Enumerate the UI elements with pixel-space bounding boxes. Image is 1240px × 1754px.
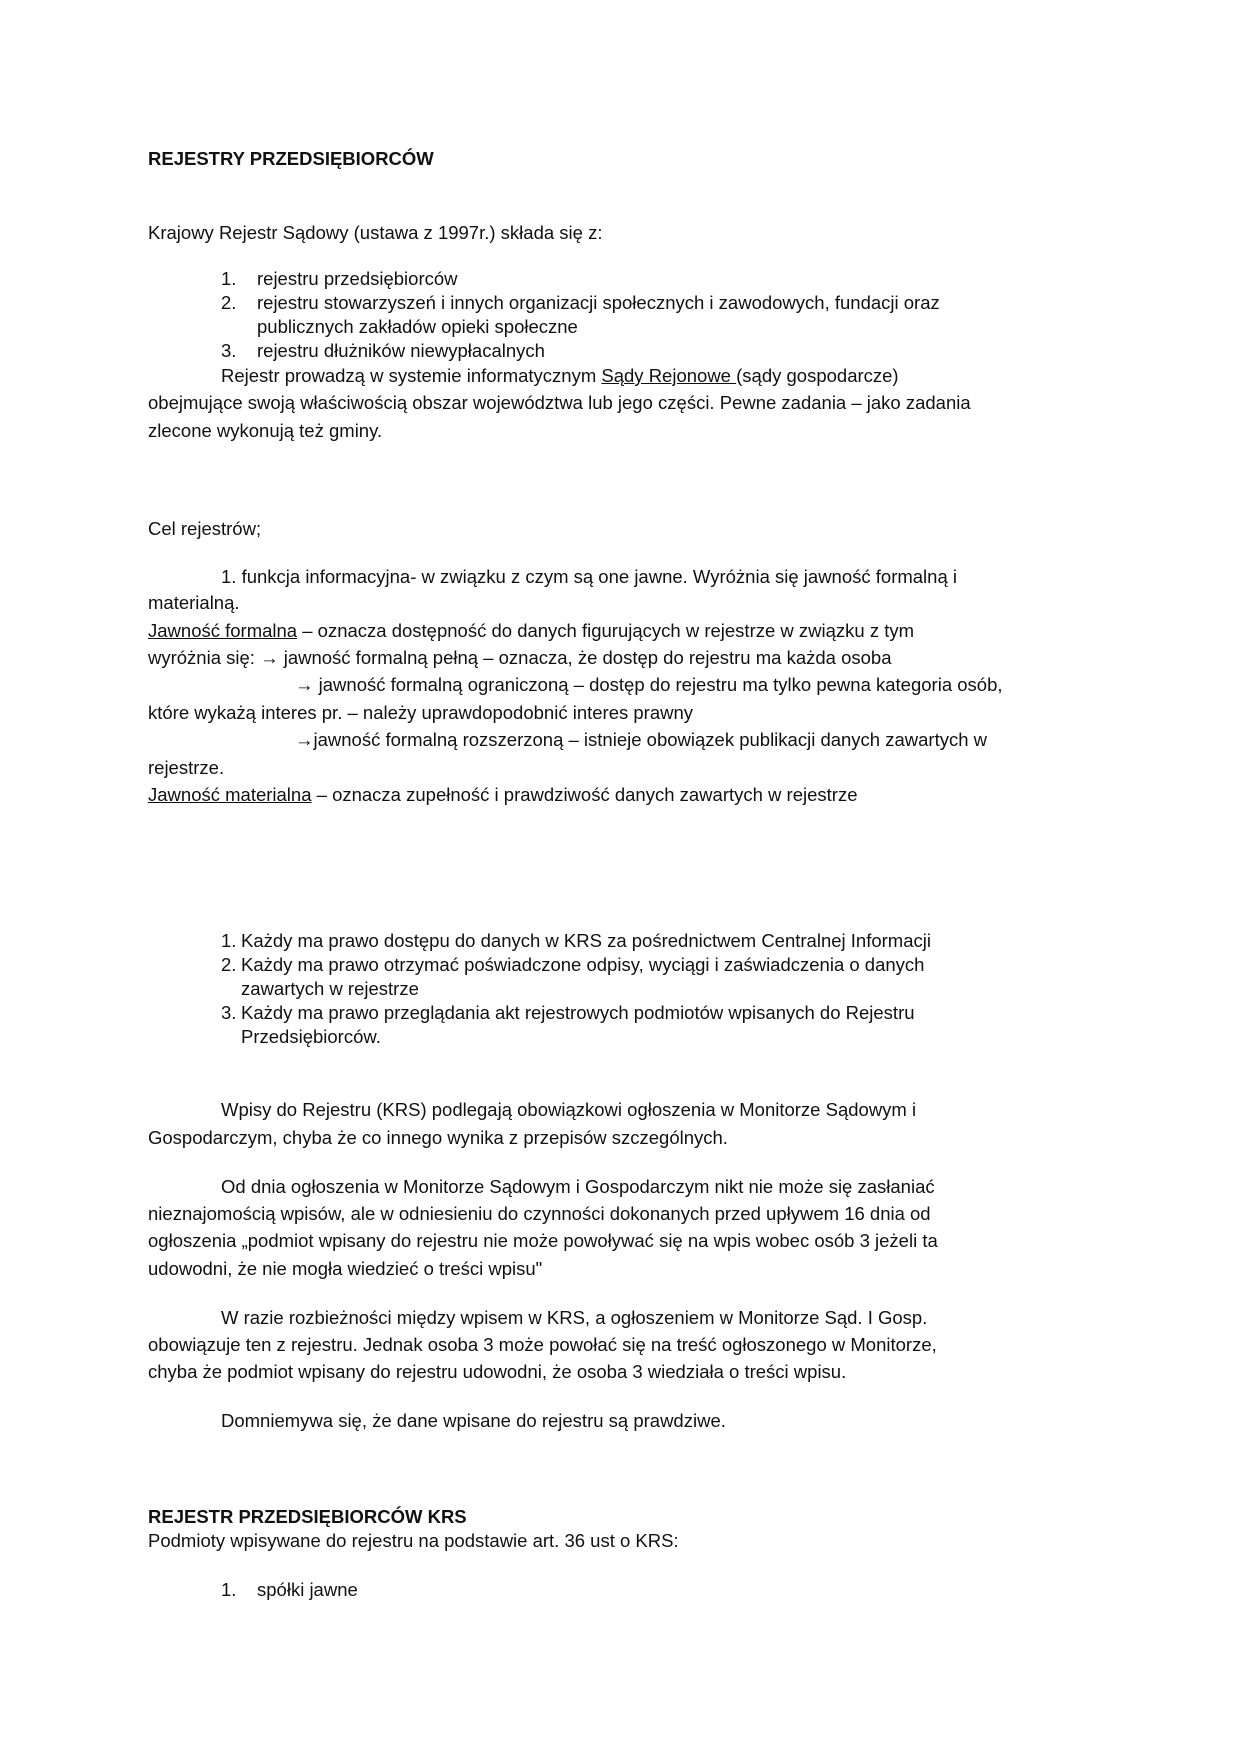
paragraph-2-line-4: udowodni, że nie mogła wiedzieć o treści wpisu" (148, 1258, 543, 1279)
list-number: 1. (221, 1579, 237, 1600)
list-item-register-3 (221, 340, 545, 362)
material-term: Jawność materialna (148, 784, 312, 805)
list-number: 3. (221, 1002, 237, 1023)
courts-post: (sądy gospodarcze) (736, 365, 899, 386)
list-text: Każdy ma prawo otrzymać poświadczone odpisy, wyciągi i zaświadczenia o danych (241, 954, 925, 975)
formal-term: Jawność formalna (148, 620, 298, 641)
paragraph-2-line-1: Od dnia ogłoszenia w Monitorze Sądowym i Gospodarczym nikt nie może się zasłaniać (221, 1176, 935, 1197)
courts-line-2: obejmujące swoją właściwością obszar województwa lub jego części. Pewne zadania – jako zadania (148, 392, 971, 413)
paragraph-3-line-2: obowiązuje ten z rejestru. Jednak osoba 3 może powołać się na treść ogłoszonego w Monitorze, (148, 1334, 937, 1355)
formal-line-5: →jawność formalną rozszerzoną – istnieje obowiązek publikacji danych zawartych w (295, 729, 988, 750)
courts-line-3: zlecone wykonują też gminy. (148, 420, 383, 441)
paragraph-2-line-3: ogłoszenia „podmiot wpisany do rejestru nie może powoływać się na wpis wobec osób 3 jeżeli ta (148, 1230, 938, 1251)
intro-text: Krajowy Rejestr Sądowy (ustawa z 1997r.) składa się z: (148, 222, 603, 243)
courts-line-1 (221, 365, 899, 387)
list-number: 3. (221, 340, 237, 361)
formal-definition: – oznacza dostępność do danych figurujących w rejestrze w związku z tym (297, 620, 915, 641)
list-item-register-1 (221, 268, 458, 290)
list-text: rejestru dłużników niewypłacalnych (257, 340, 545, 361)
paragraph-1-line-2: Gospodarczym, chyba że co innego wynika z przepisów szczególnych. (148, 1127, 728, 1148)
goal-1-line-2: materialną. (148, 592, 240, 613)
list-number: 1. (221, 930, 237, 951)
paragraph-1-line-1: Wpisy do Rejestru (KRS) podlegają obowiązkowi ogłoszenia w Monitorze Sądowym i (221, 1099, 917, 1120)
paragraph-3-line-3: chyba że podmiot wpisany do rejestru udowodni, że osoba 3 wiedziała o treści wpisu. (148, 1361, 847, 1382)
formal-line-2: wyróżnia się: → jawność formalną pełną – oznacza, że dostęp do rejestru ma każda osoba (148, 647, 892, 668)
list-number: 2. (221, 292, 237, 313)
list-item-right-3 (221, 1002, 915, 1024)
list-item-register-2 (221, 292, 940, 314)
list-text: Każdy ma prawo dostępu do danych w KRS za pośrednictwem Centralnej Informacji (241, 930, 931, 951)
courts-pre: Rejestr prowadzą w systemie informatycznym (221, 365, 602, 386)
entities-intro: Podmioty wpisywane do rejestru na podstawie art. 36 ust o KRS: (148, 1530, 679, 1551)
formal-line-4: które wykażą interes pr. – należy uprawdopodobnić interes prawny (148, 702, 694, 723)
material-line (148, 784, 858, 806)
list-item-right-2 (221, 954, 924, 976)
material-definition: – oznacza zupełność i prawdziwość danych zawartych w rejestrze (311, 784, 858, 805)
formal-line-3: → jawność formalną ograniczoną – dostęp do rejestru ma tylko pewna kategoria osób, (295, 674, 1003, 695)
goals-title: Cel rejestrów; (148, 518, 262, 539)
heading-krs: REJESTR PRZEDSIĘBIORCÓW KRS (148, 1506, 467, 1527)
list-text: Każdy ma prawo przeglądania akt rejestrowych podmiotów wpisanych do Rejestru (241, 1002, 915, 1023)
paragraph-2-line-2: nieznajomością wpisów, ale w odniesieniu do czynności dokonanych przed upływem 16 dnia od (148, 1203, 931, 1224)
list-number: 1. (221, 268, 237, 289)
list-item-right-3-cont: Przedsiębiorców. (241, 1026, 381, 1047)
list-number: 2. (221, 954, 237, 975)
paragraph-4: Domniemywa się, że dane wpisane do rejestru są prawdziwe. (221, 1410, 726, 1431)
goal-1-line-1: 1. funkcja informacyjna- w związku z czym są one jawne. Wyróżnia się jawność formalną i (221, 566, 957, 587)
paragraph-3-line-1: W razie rozbieżności między wpisem w KRS, a ogłoszeniem w Monitorze Sąd. I Gosp. (221, 1307, 928, 1328)
list-item-right-2-cont: zawartych w rejestrze (241, 978, 419, 999)
formal-line-1 (148, 620, 914, 642)
list-item-entity-1 (221, 1579, 358, 1601)
courts-underlined: Sądy Rejonowe (601, 365, 737, 386)
list-text: rejestru przedsiębiorców (257, 268, 458, 289)
heading-registers: REJESTRY PRZEDSIĘBIORCÓW (148, 148, 434, 169)
list-text: spółki jawne (257, 1579, 358, 1600)
list-text: rejestru stowarzyszeń i innych organizacji społecznych i zawodowych, fundacji oraz (257, 292, 940, 313)
formal-line-6: rejestrze. (148, 757, 225, 778)
list-item-register-2-cont: publicznych zakładów opieki społeczne (257, 316, 578, 337)
list-item-right-1 (221, 930, 931, 952)
